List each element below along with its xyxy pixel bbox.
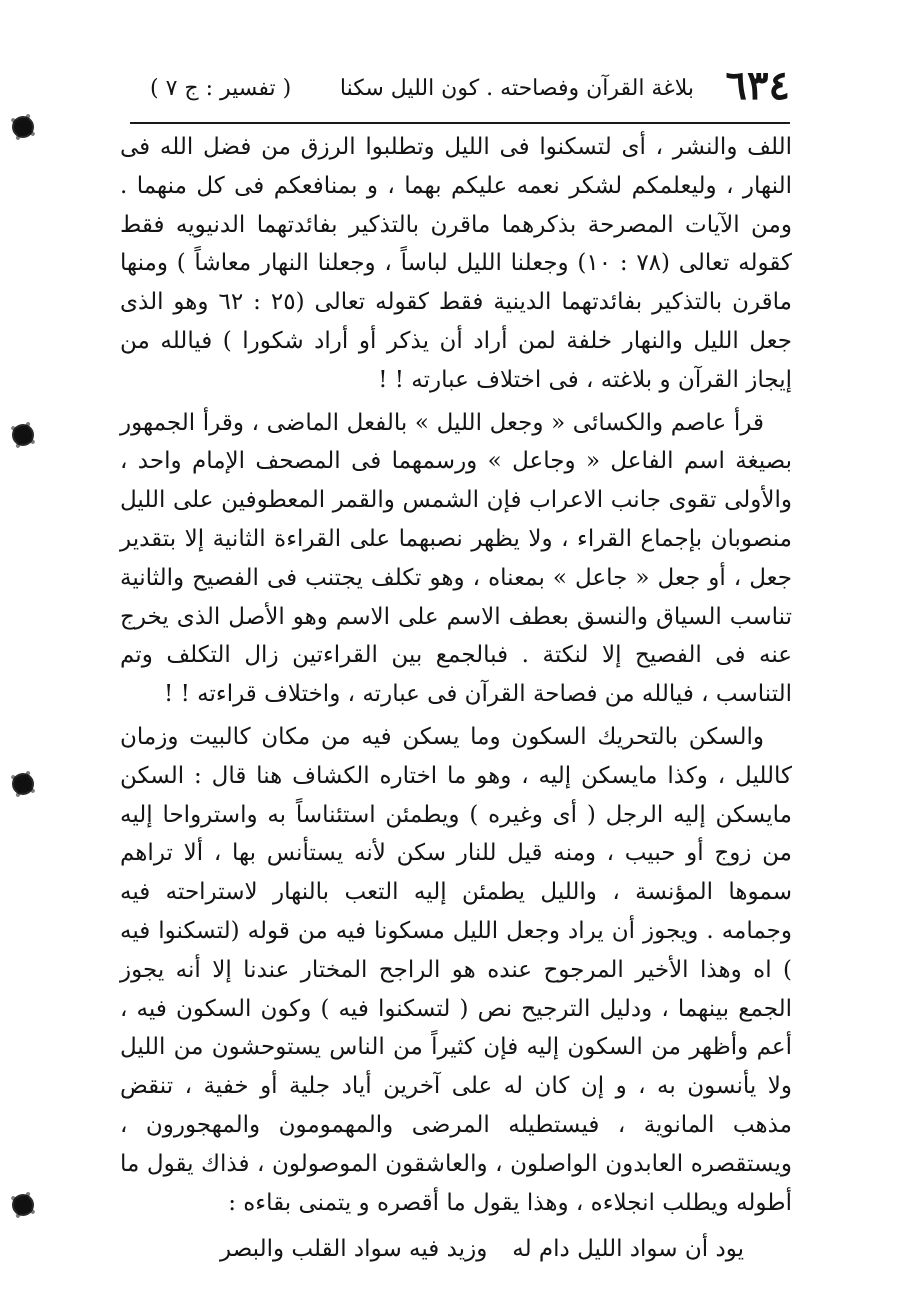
verse-second-hemistich: وزيد فيه سواد القلب والبصر <box>220 1236 488 1263</box>
page-header <box>140 62 790 114</box>
paragraph: اللف والنشر ، أى لتسكنوا فى الليل وتطلبوا الرزق من فضل الله فى النهار ، وليعلمكم لشكر نعمه عليكم بهما ، و بمنافعكم فى كل منهما . ومن الآيات المصرحة بذكرهما ماقرن بالتذكير بفائدتهما الدنيويه فقط كقوله تعالى (٧٨ : ١٠) وجعلنا الليل لباساً ، وجعلنا النهار معاشاً ) ومنها ماقرن بالتذكير بفائدتهما الدينية فقط كقوله تعالى (٢٥ : ٦٢ وهو الذى جعل الليل والنهار خلفة لمن أراد أن يذكر أو أراد شكورا ) فيالله من إيجاز القرآن و بلاغته ، فى اختلاف عبارته ! ! <box>120 134 792 393</box>
header-rule <box>130 122 790 124</box>
binding-hole-mark <box>14 775 32 793</box>
paragraph: والسكن بالتحريك السكون وما يسكن فيه من مكان كالبيت وزمان كالليل ، وكذا مايسكن إليه ، وهو ما اختاره الكشاف هنا قال : السكن مايسكن إليه الرجل ( أى وغيره ) ويطمئن استئناساً به واسترواحا إليه من زوج أو حبيب ، ومنه قيل للنار سكن لأنه يستأنس بها ، ألا تراهم سموها المؤنسة ، والليل يطمئن إليه التعب بالنهار لاستراحته فيه وجمامه . ويجوز أن يراد وجعل الليل مسكونا فيه من قوله (لتسكنوا فيه ) اه وهذا الأخير المرجوح عنده هو الراجح المختار عندنا إلا أنه يجوز الجمع بينهما ، ودليل الترجيح نص ( لتسكنوا فيه ) وكون السكون فيه ، أعم وأظهر من السكون إليه فإن كثيراً من الناس يستوحشون من الليل ولا يأنسون به ، و إن كان له على آخرين أياد جلية أو خفية ، تنقض مذهب المانوية ، فيستطيله المرضى والمهمومون والمهجورون ، ويستقصره العابدون الواصلون ، والعاشقون الموصولون ، فذاك يقول ما أطوله ويطلب انجلاءه ، وهذا يقول ما أقصره و يتمنى بقاءه : <box>120 723 792 1216</box>
verse-first-hemistich: يود أن سواد الليل دام له <box>512 1236 744 1263</box>
paragraph: قرأ عاصم والكسائى « وجعل الليل » بالفعل الماضى ، وقرأ الجمهور بصيغة اسم الفاعل « وجاعل » ورسمهما فى المصحف الإمام واحد ، والأولى تقوى جانب الاعراب فإن الشمس والقمر المعطوفين على الليل منصوبان بإجماع القراء ، ولا يظهر نصبهما على القراءة الثانية إلا بتقدير جعل ، أو جعل « جاعل » بمعناه ، وهو تكلف يجتنب فى الفصيح والثانية تناسب السياق والنسق بعطف الاسم على الاسم وهو الأصل الذى يخرج عنه فى الفصيح إلا لنكتة . فبالجمع بين القراءتين زال التكلف وتم التناسب ، فيالله من فصاحة القرآن فى عبارته ، واختلاف قراءته ! ! <box>120 409 792 708</box>
running-title: بلاغة القرآن وفصاحته . كون الليل سكنا <box>339 76 694 101</box>
body-text <box>120 128 792 1268</box>
binding-hole-mark <box>14 1196 32 1214</box>
binding-hole-mark <box>14 426 32 444</box>
page-number: ٦٣٤ <box>725 62 790 109</box>
binding-hole-mark <box>14 118 32 136</box>
poetry-verse <box>120 1230 792 1268</box>
section-label: ( تفسير : ج ٧ ) <box>150 76 292 101</box>
